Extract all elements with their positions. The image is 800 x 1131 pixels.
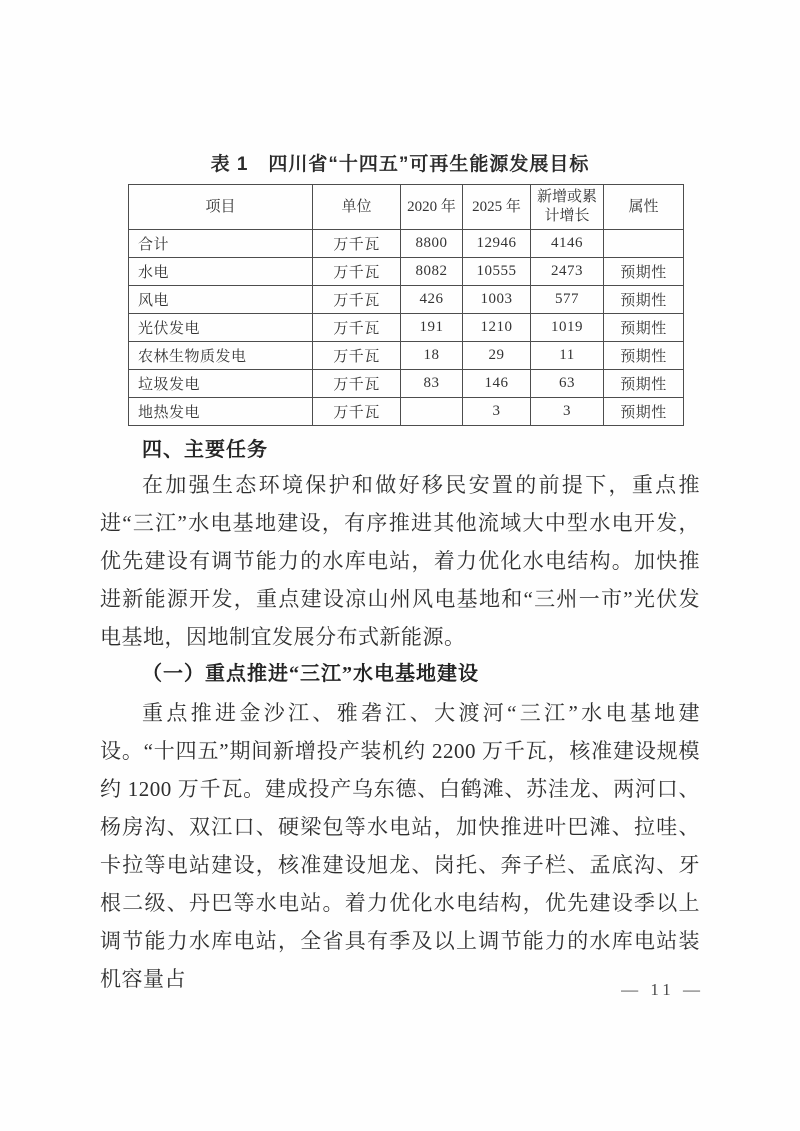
- table-cell: 4146: [531, 230, 604, 258]
- table-cell: 预期性: [604, 370, 684, 398]
- header-item: 项目: [129, 185, 313, 230]
- table-cell: 191: [401, 314, 463, 342]
- sub-heading: （一）重点推进“三江”水电基地建设: [142, 663, 479, 685]
- table-cell: 1210: [463, 314, 531, 342]
- header-unit: 单位: [313, 185, 401, 230]
- table-cell: 预期性: [604, 314, 684, 342]
- table-cell: 合计: [129, 230, 313, 258]
- table-cell: 万千瓦: [313, 230, 401, 258]
- table-cell: 3: [463, 398, 531, 426]
- table-cell: 万千瓦: [313, 314, 401, 342]
- header-2025: 2025 年: [463, 185, 531, 230]
- table-cell: 水电: [129, 258, 313, 286]
- table-row: [129, 370, 684, 398]
- table-cell: 万千瓦: [313, 342, 401, 370]
- table-row: [129, 286, 684, 314]
- table-row: [129, 342, 684, 370]
- table-cell: 63: [531, 370, 604, 398]
- table-cell: 10555: [463, 258, 531, 286]
- header-2020: 2020 年: [401, 185, 463, 230]
- table-row: [129, 314, 684, 342]
- table-cell: 农林生物质发电: [129, 342, 313, 370]
- table-cell: [401, 398, 463, 426]
- table-cell: 风电: [129, 286, 313, 314]
- table-cell: 3: [531, 398, 604, 426]
- table-cell: 地热发电: [129, 398, 313, 426]
- table-cell: 12946: [463, 230, 531, 258]
- table-cell: 1003: [463, 286, 531, 314]
- table-title: 表 1 四川省“十四五”可再生能源发展目标: [210, 154, 590, 175]
- table-row: [129, 258, 684, 286]
- table-cell: 29: [463, 342, 531, 370]
- paragraph-2: 重点推进金沙江、雅砻江、大渡河“三江”水电基地建设。“十四五”期间新增投产装机约 2200 万千瓦，核准建设规模约 1200 万千瓦。建成投产乌东德、白鹤滩、苏洼龙、两河口、杨房沟、双江口、硬梁包等水电站，加快推进叶巴滩、拉哇、卡拉等电站建设，核准建设旭龙、岗托、奔子栏、孟底沟、牙根二级、丹巴等水电站。着力优化水电结构，优先建设季以上调节能力水库电站，全省具有季及以上调节能力的水库电站装机容量占: [100, 701, 700, 991]
- header-attr: 属性: [604, 185, 684, 230]
- table-cell: 577: [531, 286, 604, 314]
- table-cell: 万千瓦: [313, 398, 401, 426]
- header-growth: 新增或累计增长: [531, 185, 604, 230]
- table-cell: 83: [401, 370, 463, 398]
- table-cell: 万千瓦: [313, 286, 401, 314]
- table-cell: 11: [531, 342, 604, 370]
- table-cell: 预期性: [604, 258, 684, 286]
- table-cell: 8082: [401, 258, 463, 286]
- paragraph-1: 在加强生态环境保护和做好移民安置的前提下，重点推进“三江”水电基地建设，有序推进其他流域大中型水电开发，优先建设有调节能力的水库电站，着力优化水电结构。加快推进新能源开发，重点建设凉山州风电基地和“三州一市”光伏发电基地，因地制宜发展分布式新能源。: [100, 473, 700, 649]
- table-cell: 426: [401, 286, 463, 314]
- section-heading: 四、主要任务: [142, 439, 268, 461]
- table-body: [129, 230, 684, 426]
- table-cell: 146: [463, 370, 531, 398]
- table-cell: 万千瓦: [313, 258, 401, 286]
- table-header-row: [129, 185, 684, 230]
- table-cell: 2473: [531, 258, 604, 286]
- table-cell: 18: [401, 342, 463, 370]
- table-cell: 1019: [531, 314, 604, 342]
- table-cell: 预期性: [604, 286, 684, 314]
- table-row: [129, 398, 684, 426]
- table-cell: 预期性: [604, 342, 684, 370]
- table-cell: 光伏发电: [129, 314, 313, 342]
- renewable-energy-goals-table: [128, 184, 684, 426]
- page-number: — 11 —: [621, 980, 704, 999]
- table-cell: 垃圾发电: [129, 370, 313, 398]
- table-cell: 8800: [401, 230, 463, 258]
- table-cell: 万千瓦: [313, 370, 401, 398]
- table-cell: 预期性: [604, 398, 684, 426]
- table-row: [129, 230, 684, 258]
- table-cell: [604, 230, 684, 258]
